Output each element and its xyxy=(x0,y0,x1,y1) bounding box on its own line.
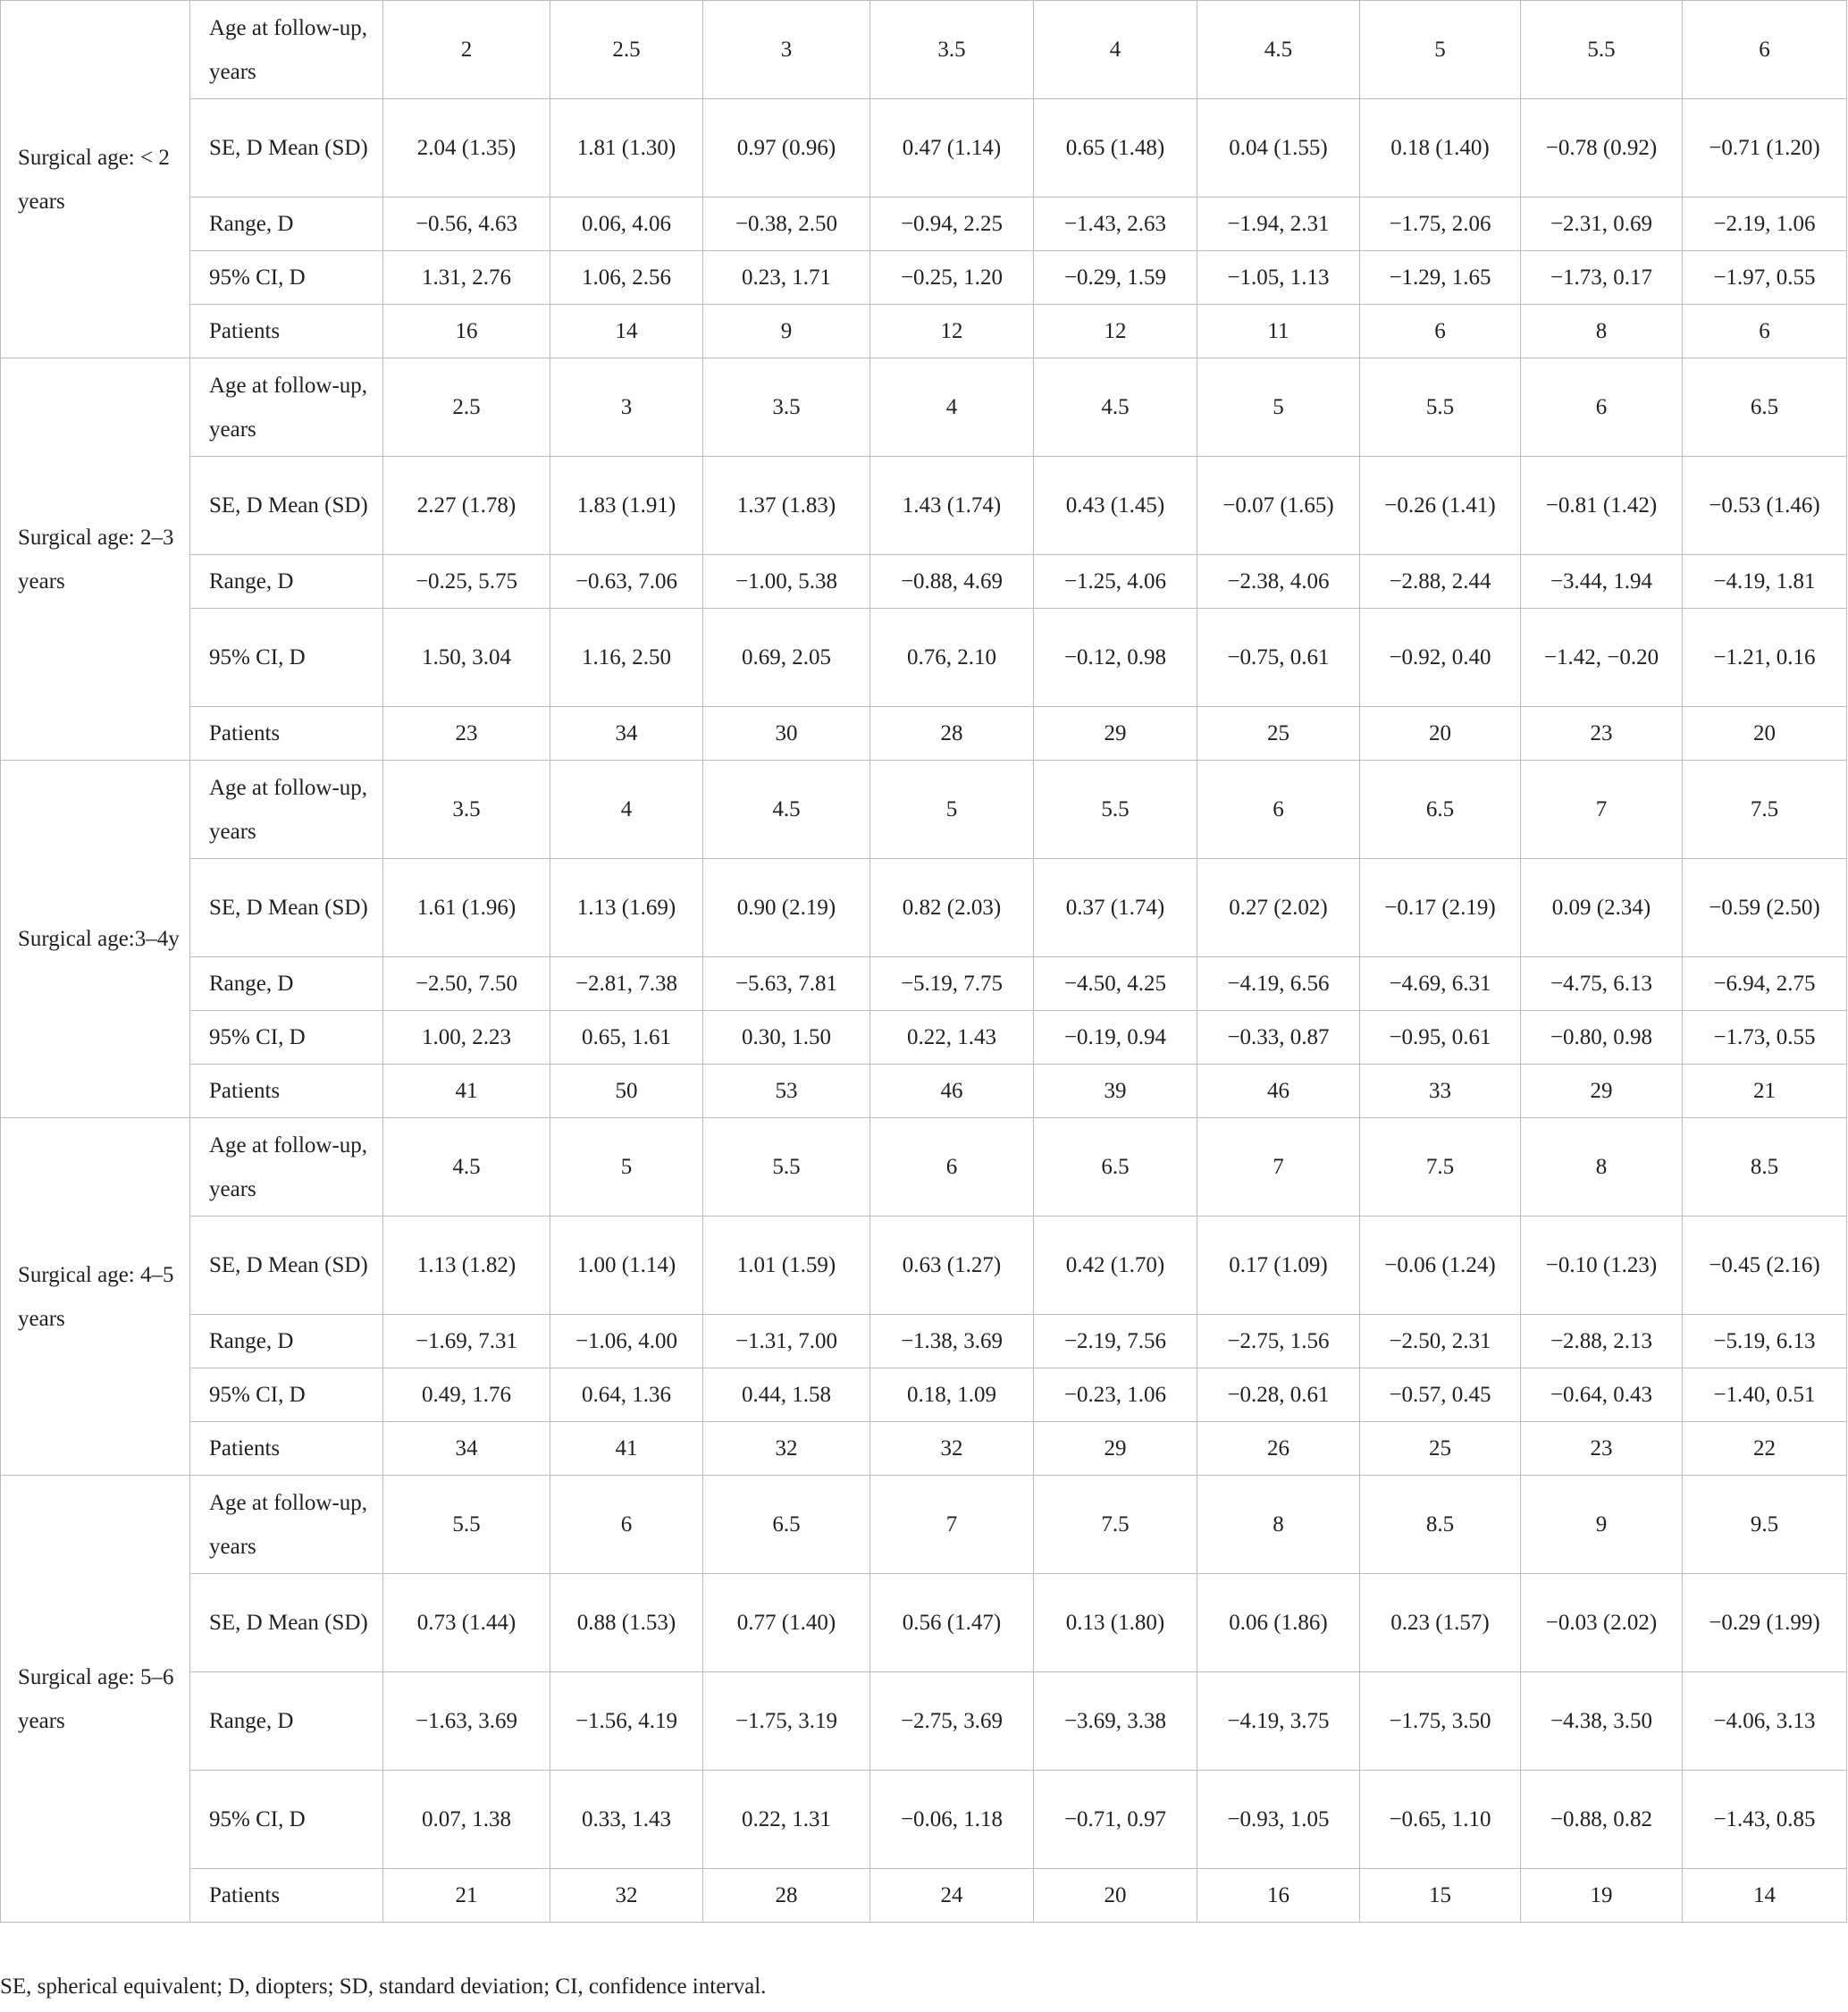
table-cell: −2.38, 4.06 xyxy=(1197,555,1360,609)
table-cell: −1.38, 3.69 xyxy=(870,1315,1034,1368)
table-cell: −0.88, 4.69 xyxy=(870,555,1034,609)
table-cell: 19 xyxy=(1521,1869,1683,1923)
table-cell: 1.81 (1.30) xyxy=(550,99,703,198)
table-cell: −0.28, 0.61 xyxy=(1197,1368,1360,1422)
row-label: Range, D xyxy=(190,1315,383,1368)
table-cell: 7.5 xyxy=(1683,761,1847,859)
table-cell: −6.94, 2.75 xyxy=(1683,957,1847,1011)
table-row xyxy=(1,1771,1847,1869)
table-cell: 25 xyxy=(1360,1422,1521,1476)
table-cell: −0.88, 0.82 xyxy=(1521,1771,1683,1869)
table-cell: 6 xyxy=(1197,761,1360,859)
table-cell: 2.5 xyxy=(550,1,703,99)
table-cell: 29 xyxy=(1034,1422,1197,1476)
table-cell: −3.44, 1.94 xyxy=(1521,555,1683,609)
table-cell: −0.57, 0.45 xyxy=(1360,1368,1521,1422)
table-cell: 1.06, 2.56 xyxy=(550,251,703,305)
table-cell: 6.5 xyxy=(1683,358,1847,457)
table-cell: 0.76, 2.10 xyxy=(870,609,1034,707)
table-cell: 32 xyxy=(550,1869,703,1923)
table-cell: 4.5 xyxy=(1034,358,1197,457)
table-cell: 0.47 (1.14) xyxy=(870,99,1034,198)
table-cell: −4.50, 4.25 xyxy=(1034,957,1197,1011)
table-row xyxy=(1,609,1847,707)
table-row xyxy=(1,1118,1847,1216)
table-cell: −0.07 (1.65) xyxy=(1197,457,1360,555)
table-cell: −0.06 (1.24) xyxy=(1360,1216,1521,1315)
table-cell: 0.43 (1.45) xyxy=(1034,457,1197,555)
table-cell: 5 xyxy=(1360,1,1521,99)
table-cell: −0.45 (2.16) xyxy=(1683,1216,1847,1315)
table-cell: 8 xyxy=(1197,1476,1360,1574)
table-cell: 0.65, 1.61 xyxy=(550,1011,703,1065)
table-cell: −3.69, 3.38 xyxy=(1034,1672,1197,1771)
table-cell: 1.01 (1.59) xyxy=(703,1216,870,1315)
table-cell: 1.50, 3.04 xyxy=(383,609,550,707)
table-cell: −1.75, 3.50 xyxy=(1360,1672,1521,1771)
table-cell: 0.22, 1.31 xyxy=(703,1771,870,1869)
table-cell: 0.64, 1.36 xyxy=(550,1368,703,1422)
table-cell: 6 xyxy=(1521,358,1683,457)
table-cell: 0.17 (1.09) xyxy=(1197,1216,1360,1315)
table-row xyxy=(1,305,1847,358)
table-cell: 5.5 xyxy=(1521,1,1683,99)
table-cell: 0.65 (1.48) xyxy=(1034,99,1197,198)
table-row xyxy=(1,1315,1847,1368)
table-row xyxy=(1,1422,1847,1476)
table-cell: 8 xyxy=(1521,305,1683,358)
table-cell: 0.04 (1.55) xyxy=(1197,99,1360,198)
table-cell: 1.31, 2.76 xyxy=(383,251,550,305)
table-row xyxy=(1,358,1847,457)
table-cell: 1.61 (1.96) xyxy=(383,859,550,957)
table-cell: 0.23, 1.71 xyxy=(703,251,870,305)
table-cell: 28 xyxy=(703,1869,870,1923)
table-cell: 1.13 (1.82) xyxy=(383,1216,550,1315)
table-cell: 2.04 (1.35) xyxy=(383,99,550,198)
table-cell: −1.75, 2.06 xyxy=(1360,198,1521,251)
table-cell: 16 xyxy=(383,305,550,358)
table-row xyxy=(1,1368,1847,1422)
table-cell: −1.06, 4.00 xyxy=(550,1315,703,1368)
table-cell: 23 xyxy=(383,707,550,761)
table-row xyxy=(1,1065,1847,1118)
table-cell: −2.50, 7.50 xyxy=(383,957,550,1011)
table-cell: 0.07, 1.38 xyxy=(383,1771,550,1869)
table-cell: 0.56 (1.47) xyxy=(870,1574,1034,1672)
table-cell: −2.88, 2.13 xyxy=(1521,1315,1683,1368)
table-cell: −1.63, 3.69 xyxy=(383,1672,550,1771)
table-cell: −0.59 (2.50) xyxy=(1683,859,1847,957)
table-row xyxy=(1,1216,1847,1315)
table-cell: −0.12, 0.98 xyxy=(1034,609,1197,707)
table-cell: −1.94, 2.31 xyxy=(1197,198,1360,251)
table-cell: 0.33, 1.43 xyxy=(550,1771,703,1869)
table-cell: 6 xyxy=(870,1118,1034,1216)
table-cell: 29 xyxy=(1521,1065,1683,1118)
table-row xyxy=(1,1476,1847,1574)
table-row xyxy=(1,1672,1847,1771)
table-cell: −2.75, 3.69 xyxy=(870,1672,1034,1771)
table-cell: 11 xyxy=(1197,305,1360,358)
table-cell: 7 xyxy=(1197,1118,1360,1216)
table-cell: −1.05, 1.13 xyxy=(1197,251,1360,305)
table-cell: 23 xyxy=(1521,1422,1683,1476)
table-cell: −1.21, 0.16 xyxy=(1683,609,1847,707)
table-cell: 1.43 (1.74) xyxy=(870,457,1034,555)
row-label: Patients xyxy=(190,305,383,358)
table-cell: −1.42, −0.20 xyxy=(1521,609,1683,707)
row-label: Patients xyxy=(190,1422,383,1476)
table-cell: −1.75, 3.19 xyxy=(703,1672,870,1771)
table-cell: −0.10 (1.23) xyxy=(1521,1216,1683,1315)
table-cell: 34 xyxy=(550,707,703,761)
table-cell: −4.19, 3.75 xyxy=(1197,1672,1360,1771)
table-cell: 26 xyxy=(1197,1422,1360,1476)
table-cell: −0.93, 1.05 xyxy=(1197,1771,1360,1869)
table-cell: −0.19, 0.94 xyxy=(1034,1011,1197,1065)
table-cell: 9.5 xyxy=(1683,1476,1847,1574)
table-cell: 39 xyxy=(1034,1065,1197,1118)
row-label: SE, D Mean (SD) xyxy=(190,457,383,555)
table-cell: 22 xyxy=(1683,1422,1847,1476)
group-label: Surgical age: 5–6 years xyxy=(1,1476,190,1923)
table-cell: −2.88, 2.44 xyxy=(1360,555,1521,609)
table-cell: −1.43, 0.85 xyxy=(1683,1771,1847,1869)
table-cell: 6 xyxy=(550,1476,703,1574)
table-cell: 20 xyxy=(1034,1869,1197,1923)
table-cell: 7.5 xyxy=(1360,1118,1521,1216)
table-cell: 0.13 (1.80) xyxy=(1034,1574,1197,1672)
table-cell: 0.77 (1.40) xyxy=(703,1574,870,1672)
table-cell: −5.19, 6.13 xyxy=(1683,1315,1847,1368)
table-cell: 32 xyxy=(703,1422,870,1476)
table-cell: −0.33, 0.87 xyxy=(1197,1011,1360,1065)
table-cell: −0.25, 5.75 xyxy=(383,555,550,609)
row-label: Age at follow-up, years xyxy=(190,761,383,859)
row-label: Range, D xyxy=(190,1672,383,1771)
table-cell: 53 xyxy=(703,1065,870,1118)
table-cell: 1.13 (1.69) xyxy=(550,859,703,957)
table-cell: 0.30, 1.50 xyxy=(703,1011,870,1065)
table-cell: −1.69, 7.31 xyxy=(383,1315,550,1368)
table-cell: 5.5 xyxy=(703,1118,870,1216)
table-cell: 7.5 xyxy=(1034,1476,1197,1574)
table-cell: 29 xyxy=(1034,707,1197,761)
table-cell: 4.5 xyxy=(1197,1,1360,99)
table-cell: 20 xyxy=(1683,707,1847,761)
table-cell: −4.06, 3.13 xyxy=(1683,1672,1847,1771)
table-row xyxy=(1,1574,1847,1672)
table-cell: −1.29, 1.65 xyxy=(1360,251,1521,305)
group-label: Surgical age: 4–5 years xyxy=(1,1118,190,1476)
table-cell: 8 xyxy=(1521,1118,1683,1216)
table-cell: −0.23, 1.06 xyxy=(1034,1368,1197,1422)
table-cell: 6 xyxy=(1360,305,1521,358)
table-cell: 5.5 xyxy=(383,1476,550,1574)
row-label: Patients xyxy=(190,1065,383,1118)
table-cell: 41 xyxy=(383,1065,550,1118)
table-cell: 1.00, 2.23 xyxy=(383,1011,550,1065)
table-cell: 14 xyxy=(550,305,703,358)
table-row xyxy=(1,707,1847,761)
table-row xyxy=(1,1,1847,99)
table-cell: 0.42 (1.70) xyxy=(1034,1216,1197,1315)
table-cell: 8.5 xyxy=(1683,1118,1847,1216)
group-label: Surgical age: < 2 years xyxy=(1,1,190,358)
table-cell: −1.31, 7.00 xyxy=(703,1315,870,1368)
table-cell: −0.81 (1.42) xyxy=(1521,457,1683,555)
table-row xyxy=(1,1869,1847,1923)
group-label: Surgical age: 2–3 years xyxy=(1,358,190,761)
table-footnote: SE, spherical equivalent; D, diopters; SD, standard deviation; CI, confidence interval. xyxy=(0,1974,767,1999)
row-label: 95% CI, D xyxy=(190,1368,383,1422)
table-cell: 33 xyxy=(1360,1065,1521,1118)
table-cell: 3 xyxy=(550,358,703,457)
table-cell: 9 xyxy=(703,305,870,358)
table-cell: 6 xyxy=(1683,1,1847,99)
table-cell: 21 xyxy=(383,1869,550,1923)
table-cell: 3.5 xyxy=(383,761,550,859)
table-cell: −2.19, 7.56 xyxy=(1034,1315,1197,1368)
table-cell: 46 xyxy=(870,1065,1034,1118)
table-cell: 12 xyxy=(870,305,1034,358)
table-cell: −0.63, 7.06 xyxy=(550,555,703,609)
table-cell: −1.56, 4.19 xyxy=(550,1672,703,1771)
table-cell: 24 xyxy=(870,1869,1034,1923)
row-label: Age at follow-up, years xyxy=(190,358,383,457)
table-cell: −0.53 (1.46) xyxy=(1683,457,1847,555)
row-label: 95% CI, D xyxy=(190,609,383,707)
table-cell: 15 xyxy=(1360,1869,1521,1923)
table-cell: 23 xyxy=(1521,707,1683,761)
table-row xyxy=(1,457,1847,555)
table-cell: 1.16, 2.50 xyxy=(550,609,703,707)
table-cell: 0.18 (1.40) xyxy=(1360,99,1521,198)
table-cell: 3 xyxy=(703,1,870,99)
table-cell: 50 xyxy=(550,1065,703,1118)
table-cell: 6.5 xyxy=(703,1476,870,1574)
row-label: Patients xyxy=(190,707,383,761)
table-cell: 0.97 (0.96) xyxy=(703,99,870,198)
row-label: SE, D Mean (SD) xyxy=(190,99,383,198)
table-cell: −5.19, 7.75 xyxy=(870,957,1034,1011)
table-cell: −4.19, 1.81 xyxy=(1683,555,1847,609)
table-cell: 0.82 (2.03) xyxy=(870,859,1034,957)
table-cell: −0.92, 0.40 xyxy=(1360,609,1521,707)
table-cell: 2 xyxy=(383,1,550,99)
table-cell: −0.80, 0.98 xyxy=(1521,1011,1683,1065)
table-cell: −1.73, 0.55 xyxy=(1683,1011,1847,1065)
table-cell: 1.00 (1.14) xyxy=(550,1216,703,1315)
table-cell: 7 xyxy=(1521,761,1683,859)
table-cell: 32 xyxy=(870,1422,1034,1476)
table-cell: −1.97, 0.55 xyxy=(1683,251,1847,305)
table-cell: −4.69, 6.31 xyxy=(1360,957,1521,1011)
table-cell: 0.06 (1.86) xyxy=(1197,1574,1360,1672)
table-cell: 28 xyxy=(870,707,1034,761)
table-cell: 30 xyxy=(703,707,870,761)
table-cell: 5 xyxy=(550,1118,703,1216)
table-row xyxy=(1,251,1847,305)
table-cell: −0.38, 2.50 xyxy=(703,198,870,251)
table-cell: −0.65, 1.10 xyxy=(1360,1771,1521,1869)
row-label: SE, D Mean (SD) xyxy=(190,1574,383,1672)
table-cell: −0.17 (2.19) xyxy=(1360,859,1521,957)
table-cell: 1.37 (1.83) xyxy=(703,457,870,555)
table-cell: 7 xyxy=(870,1476,1034,1574)
table-cell: 4 xyxy=(1034,1,1197,99)
table-row xyxy=(1,957,1847,1011)
table-cell: −4.38, 3.50 xyxy=(1521,1672,1683,1771)
table-cell: −1.25, 4.06 xyxy=(1034,555,1197,609)
table-cell: 0.27 (2.02) xyxy=(1197,859,1360,957)
table-cell: −2.81, 7.38 xyxy=(550,957,703,1011)
table-cell: 3.5 xyxy=(703,358,870,457)
table-cell: −0.03 (2.02) xyxy=(1521,1574,1683,1672)
table-cell: 2.27 (1.78) xyxy=(383,457,550,555)
table-cell: 3.5 xyxy=(870,1,1034,99)
table-cell: 34 xyxy=(383,1422,550,1476)
table-cell: −0.71 (1.20) xyxy=(1683,99,1847,198)
table-cell: −2.19, 1.06 xyxy=(1683,198,1847,251)
table-cell: −2.75, 1.56 xyxy=(1197,1315,1360,1368)
table-cell: −4.19, 6.56 xyxy=(1197,957,1360,1011)
table-cell: −1.73, 0.17 xyxy=(1521,251,1683,305)
table-cell: 0.44, 1.58 xyxy=(703,1368,870,1422)
table-cell: −1.00, 5.38 xyxy=(703,555,870,609)
table-row xyxy=(1,99,1847,198)
row-label: SE, D Mean (SD) xyxy=(190,1216,383,1315)
table-cell: 4.5 xyxy=(703,761,870,859)
table-cell: −0.71, 0.97 xyxy=(1034,1771,1197,1869)
row-label: Range, D xyxy=(190,198,383,251)
row-label: Range, D xyxy=(190,957,383,1011)
row-label: Age at follow-up, years xyxy=(190,1,383,99)
row-label: Patients xyxy=(190,1869,383,1923)
table-cell: 0.69, 2.05 xyxy=(703,609,870,707)
row-label: Age at follow-up, years xyxy=(190,1118,383,1216)
row-label: 95% CI, D xyxy=(190,251,383,305)
table-row xyxy=(1,1011,1847,1065)
table-cell: −1.40, 0.51 xyxy=(1683,1368,1847,1422)
table-cell: −2.31, 0.69 xyxy=(1521,198,1683,251)
table-cell: 0.22, 1.43 xyxy=(870,1011,1034,1065)
table-cell: 0.09 (2.34) xyxy=(1521,859,1683,957)
table-cell: 0.18, 1.09 xyxy=(870,1368,1034,1422)
row-label: 95% CI, D xyxy=(190,1011,383,1065)
table-cell: 4 xyxy=(550,761,703,859)
table-cell: −0.26 (1.41) xyxy=(1360,457,1521,555)
table-row xyxy=(1,761,1847,859)
table-cell: −2.50, 2.31 xyxy=(1360,1315,1521,1368)
table-cell: −0.94, 2.25 xyxy=(870,198,1034,251)
table-cell: 8.5 xyxy=(1360,1476,1521,1574)
row-label: 95% CI, D xyxy=(190,1771,383,1869)
table-cell: −4.75, 6.13 xyxy=(1521,957,1683,1011)
table-cell: 5.5 xyxy=(1360,358,1521,457)
table-cell: 0.37 (1.74) xyxy=(1034,859,1197,957)
table-cell: −0.56, 4.63 xyxy=(383,198,550,251)
table-cell: −1.43, 2.63 xyxy=(1034,198,1197,251)
table-cell: −0.78 (0.92) xyxy=(1521,99,1683,198)
table-cell: 4.5 xyxy=(383,1118,550,1216)
table-cell: 6.5 xyxy=(1360,761,1521,859)
table-cell: 2.5 xyxy=(383,358,550,457)
table-cell: −0.29, 1.59 xyxy=(1034,251,1197,305)
table-cell: −5.63, 7.81 xyxy=(703,957,870,1011)
row-label: Age at follow-up, years xyxy=(190,1476,383,1574)
table-cell: 25 xyxy=(1197,707,1360,761)
table-row xyxy=(1,555,1847,609)
table-cell: 14 xyxy=(1683,1869,1847,1923)
table-cell: −0.29 (1.99) xyxy=(1683,1574,1847,1672)
row-label: Range, D xyxy=(190,555,383,609)
table-cell: −0.75, 0.61 xyxy=(1197,609,1360,707)
table-cell: 46 xyxy=(1197,1065,1360,1118)
table-cell: 21 xyxy=(1683,1065,1847,1118)
table-cell: 0.23 (1.57) xyxy=(1360,1574,1521,1672)
table-cell: 6.5 xyxy=(1034,1118,1197,1216)
group-label: Surgical age:3–4y xyxy=(1,761,190,1118)
table-cell: 6 xyxy=(1683,305,1847,358)
table-cell: 9 xyxy=(1521,1476,1683,1574)
table-cell: 4 xyxy=(870,358,1034,457)
table-cell: 0.88 (1.53) xyxy=(550,1574,703,1672)
table-body xyxy=(1,1,1847,1923)
table-row xyxy=(1,198,1847,251)
table-cell: 0.06, 4.06 xyxy=(550,198,703,251)
table-cell: 5 xyxy=(1197,358,1360,457)
table-cell: 5.5 xyxy=(1034,761,1197,859)
table-cell: 0.90 (2.19) xyxy=(703,859,870,957)
table-cell: 20 xyxy=(1360,707,1521,761)
table-cell: −0.95, 0.61 xyxy=(1360,1011,1521,1065)
row-label: SE, D Mean (SD) xyxy=(190,859,383,957)
table-cell: 0.49, 1.76 xyxy=(383,1368,550,1422)
table-cell: 1.83 (1.91) xyxy=(550,457,703,555)
table-cell: −0.25, 1.20 xyxy=(870,251,1034,305)
table-cell: 0.63 (1.27) xyxy=(870,1216,1034,1315)
table-row xyxy=(1,859,1847,957)
table-cell: −0.06, 1.18 xyxy=(870,1771,1034,1869)
table-cell: 0.73 (1.44) xyxy=(383,1574,550,1672)
table-cell: 12 xyxy=(1034,305,1197,358)
table-cell: 41 xyxy=(550,1422,703,1476)
table-cell: 16 xyxy=(1197,1869,1360,1923)
table-cell: −0.64, 0.43 xyxy=(1521,1368,1683,1422)
table-cell: 5 xyxy=(870,761,1034,859)
